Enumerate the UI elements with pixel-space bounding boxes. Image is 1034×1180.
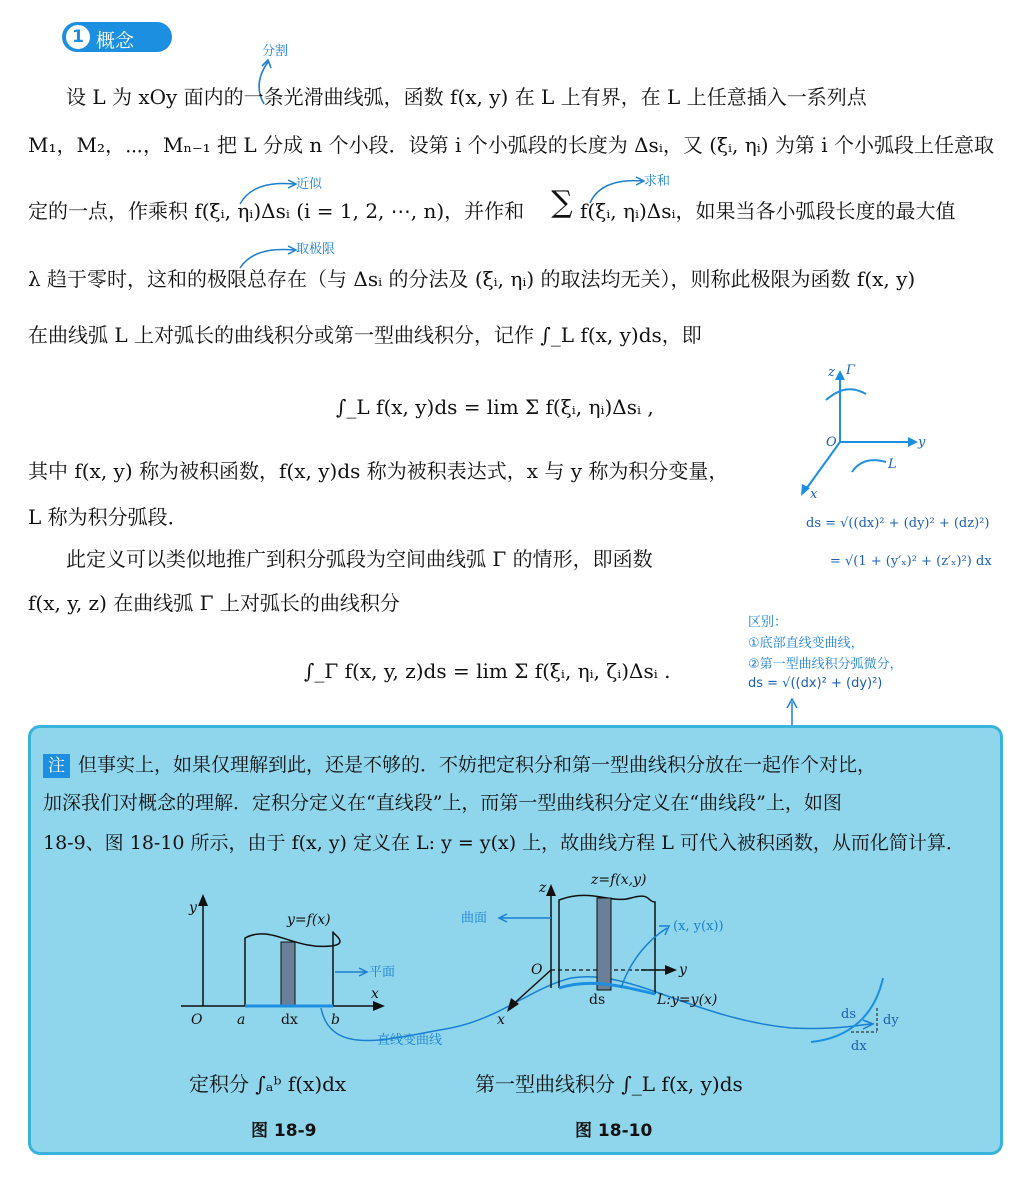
svg-text:y=f(x): y=f(x) bbox=[287, 912, 331, 928]
definition-line-3a: 定的一点，作乘积 f(ξᵢ, ηᵢ)Δsᵢ (i = 1, 2, ⋯, n)，并作和 bbox=[28, 199, 525, 223]
figure-1-caption: 定积分 ∫ₐᵇ f(x)dx bbox=[189, 1072, 347, 1096]
svg-text:z: z bbox=[828, 365, 835, 380]
svg-text:x: x bbox=[371, 986, 379, 1002]
svg-text:O: O bbox=[531, 962, 543, 978]
svg-text:Γ: Γ bbox=[846, 363, 856, 378]
section-title: 概念 bbox=[96, 30, 135, 52]
svg-text:ds: ds bbox=[589, 992, 606, 1008]
svg-text:dx: dx bbox=[851, 1039, 867, 1054]
distinction-item-2: ②第一型曲线积分弧微分， bbox=[748, 657, 903, 672]
svg-text:x: x bbox=[497, 1012, 505, 1028]
svg-text:曲面: 曲面 bbox=[461, 911, 488, 926]
comparison-figures bbox=[31, 858, 1001, 1058]
space-axes-figure bbox=[790, 360, 940, 500]
point-label: (x, y(x)) bbox=[673, 919, 724, 934]
svg-text:O: O bbox=[826, 435, 837, 450]
annotation-sum: 求和 bbox=[644, 174, 671, 189]
note-line-1-text: 但事实上，如果仅理解到此，还是不够的．不妨把定积分和第一型曲线积分放在一起作个对比， bbox=[78, 754, 877, 776]
ds-formula-1: ds = √((dx)² + (dy)² + (dz)²) bbox=[806, 516, 990, 531]
svg-text:y: y bbox=[918, 435, 926, 450]
svg-text:L:y=y(x): L:y=y(x) bbox=[657, 992, 718, 1008]
definition-line-7: L 称为积分弧段． bbox=[28, 505, 188, 529]
figure-1-label: 图 18-9 bbox=[251, 1121, 317, 1141]
formula-1: ∫_L f(x, y)ds = lim Σ f(ξᵢ, ηᵢ)Δsᵢ , bbox=[336, 395, 654, 419]
svg-text:a: a bbox=[237, 1012, 246, 1028]
svg-text:x: x bbox=[810, 487, 818, 500]
svg-text:y: y bbox=[679, 962, 687, 978]
svg-text:ds: ds bbox=[841, 1007, 856, 1022]
svg-text:dx: dx bbox=[281, 1012, 298, 1028]
svg-text:O: O bbox=[191, 1012, 203, 1028]
figure-2-caption: 第一型曲线积分 ∫_L f(x, y)ds bbox=[475, 1072, 743, 1096]
formula-2: ∫_Γ f(x, y, z)ds = lim Σ f(ξᵢ, ηᵢ, ζᵢ)Δsᵢ . bbox=[304, 659, 671, 683]
annotation-limit-arrow bbox=[236, 240, 302, 270]
distinction-item-1: ①底部直线变曲线， bbox=[748, 636, 864, 651]
svg-text:L: L bbox=[888, 457, 897, 472]
definition-line-2: M₁，M₂，⋯，Mₙ₋₁ 把 L 分成 n 个小段．设第 i 个小弧段的长度为 Δsᵢ，又 (ξᵢ, ηᵢ) 为第 i 个小弧段上任意取 bbox=[28, 133, 995, 157]
svg-text:直线变曲线: 直线变曲线 bbox=[377, 1033, 443, 1048]
definition-line-6: 其中 f(x, y) 称为被积函数，f(x, y)ds 称为被积表达式，x 与 y 称为积分变量， bbox=[28, 459, 729, 483]
svg-text:z=f(x,y): z=f(x,y) bbox=[591, 872, 647, 888]
note-line-3: 18-9、图 18-10 所示，由于 f(x, y) 定义在 L: y = y(x) 上，故曲线方程 L 可代入被积函数，从而化简计算． bbox=[43, 832, 965, 854]
svg-text:y: y bbox=[189, 900, 197, 916]
definition-line-1: 设 L 为 xOy 面内的一条光滑曲线弧，函数 f(x, y) 在 L 上有界，在 L 上任意插入一系列点 bbox=[66, 85, 867, 109]
sum-symbol: ∑ bbox=[551, 185, 573, 220]
figure-2-label: 图 18-10 bbox=[575, 1121, 653, 1141]
definition-line-9: f(x, y, z) 在曲线弧 Γ 上对弧长的曲线积分 bbox=[28, 591, 400, 615]
ds-formula-2: = √(1 + (y′ₓ)² + (z′ₓ)²) dx bbox=[830, 554, 992, 569]
note-line-1 bbox=[43, 750, 876, 778]
annotation-limit: 取极限 bbox=[296, 242, 336, 257]
annotation-approx: 近似 bbox=[296, 177, 323, 192]
definition-line-3b: f(ξᵢ, ηᵢ)Δsᵢ，如果当各小弧段长度的最大值 bbox=[580, 199, 956, 223]
svg-text:dy: dy bbox=[883, 1013, 899, 1028]
definition-line-4: λ 趋于零时，这和的极限总存在（与 Δsᵢ 的分法及 (ξᵢ, ηᵢ) 的取法均无关），则称此极限为函数 f(x, y) bbox=[28, 267, 916, 291]
svg-text:平面: 平面 bbox=[369, 965, 396, 980]
section-badge bbox=[62, 22, 172, 52]
section-number: 1 bbox=[66, 25, 90, 49]
annotation-split: 分割 bbox=[262, 44, 289, 59]
note-box bbox=[28, 725, 1003, 1155]
note-tag: 注 bbox=[43, 754, 70, 778]
definition-line-8: 此定义可以类似地推广到积分弧段为空间曲线弧 Γ 的情形，即函数 bbox=[66, 547, 653, 571]
svg-text:z: z bbox=[539, 880, 547, 896]
note-line-2: 加深我们对概念的理解．定积分定义在“直线段”上，而第一型曲线积分定义在“曲线段”上，如图 bbox=[43, 792, 842, 814]
definition-line-5: 在曲线弧 L 上对弧长的曲线积分或第一型曲线积分，记作 ∫_L f(x, y)ds，即 bbox=[28, 323, 702, 347]
distinction-title: 区别： bbox=[748, 615, 788, 630]
svg-text:b: b bbox=[331, 1012, 340, 1028]
distinction-formula: ds = √((dx)² + (dy)²) bbox=[748, 676, 883, 691]
